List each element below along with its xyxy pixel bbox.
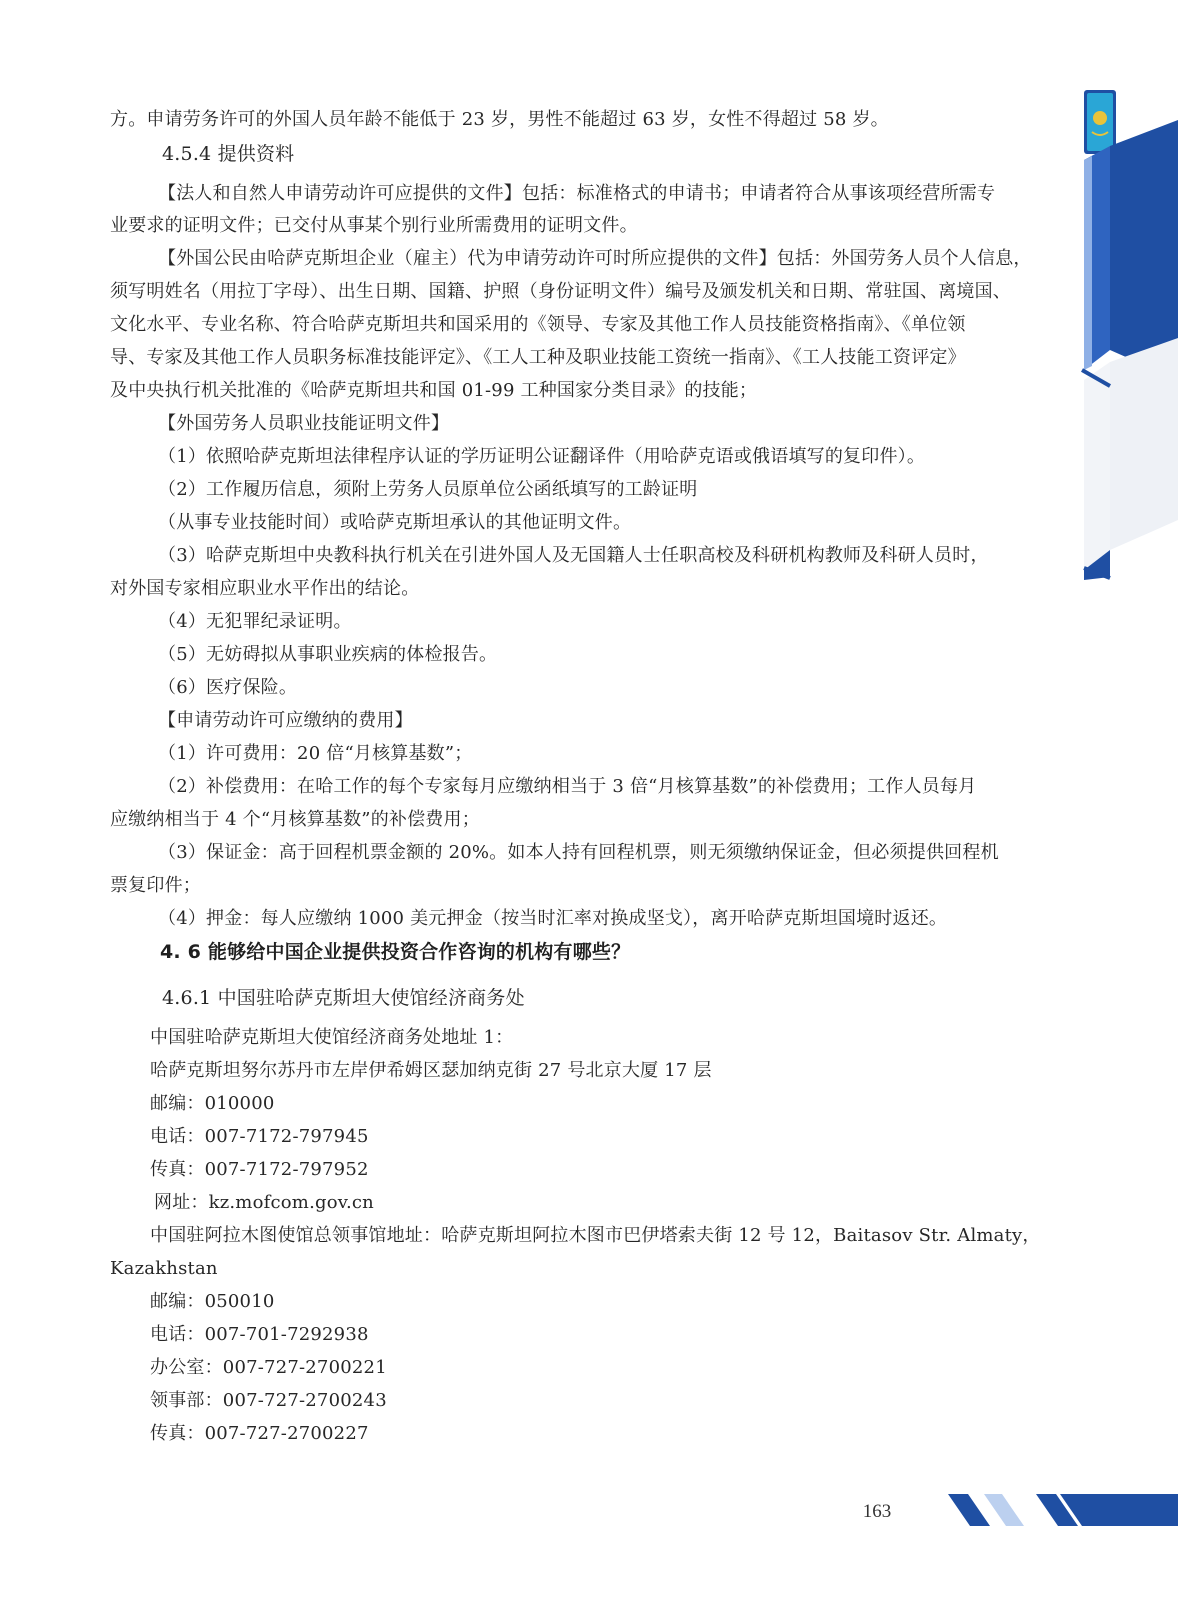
list-item: （4）押金：每人应缴纳 1000 美元押金（按当时汇率对换成坚戈），离开哈萨克斯坦国境时返还。 (158, 908, 948, 929)
contact-line: 传真：007-727-2700227 (150, 1423, 369, 1444)
paragraph-line: 及中央执行机关批准的《哈萨克斯坦共和国 01-99 工种国家分类目录》的技能； (110, 380, 758, 401)
address-line: 中国驻阿拉木图使馆总领事馆地址：哈萨克斯坦阿拉木图市巴伊塔索夫街 12 号 12，Baitasov Str. Almaty， (150, 1225, 1041, 1246)
paragraph-line: 【外国劳务人员职业技能证明文件】 (158, 413, 450, 434)
list-item: （1）许可费用：20 倍“月核算基数”； (158, 743, 473, 764)
paragraph-line: 导、专家及其他工作人员职务标准技能评定》、《工人工种及职业技能工资统一指南》、《工人技能工资评定》 (110, 347, 966, 368)
paragraph-line: 方。申请劳务许可的外国人员年龄不能低于 23 岁，男性不能超过 63 岁，女性不得超过 58 岁。 (110, 109, 889, 130)
contact-line: 网址：kz.mofcom.gov.cn (154, 1192, 374, 1213)
page-number: 163 (862, 1501, 892, 1522)
address-line: 中国驻哈萨克斯坦大使馆经济商务处地址 1： (150, 1027, 514, 1048)
paragraph-line: 对外国专家相应职业水平作出的结论。 (110, 578, 420, 599)
list-item: （4）无犯罪纪录证明。 (158, 611, 352, 632)
contact-line: 电话：007-7172-797945 (150, 1126, 369, 1147)
address-line: 哈萨克斯坦努尔苏丹市左岸伊希姆区瑟加纳克街 27 号北京大厦 17 层 (150, 1060, 712, 1081)
corner-stripes-graphic (940, 1488, 1178, 1530)
list-item: （5）无妨碍拟从事职业疾病的体检报告。 (158, 644, 498, 665)
paragraph-line: 【外国公民由哈萨克斯坦企业（雇主）代为申请劳动许可时所应提供的文件】包括：外国劳务人员个人信息， (158, 248, 1032, 269)
paragraph-line: 业要求的证明文件；已交付从事某个别行业所需费用的证明文件。 (110, 215, 638, 236)
paragraph-line: 【申请劳动许可应缴纳的费用】 (158, 710, 413, 731)
list-item: （从事专业技能时间）或哈萨克斯坦承认的其他证明文件。 (158, 512, 632, 533)
list-item: （3）哈萨克斯坦中央教科执行机关在引进外国人及无国籍人士任职高校及科研机构教师及科研人员时， (158, 545, 989, 566)
list-item: （3）保证金：高于回程机票金额的 20%。如本人持有回程机票，则无须缴纳保证金，但必须提供回程机 (158, 842, 999, 863)
paragraph-line: 【法人和自然人申请劳动许可应提供的文件】包括：标准格式的申请书；申请者符合从事该项经营所需专 (158, 183, 996, 204)
paragraph-line: 须写明姓名（用拉丁字母）、出生日期、国籍、护照（身份证明文件）编号及颁发机关和日期、常驻国、离境国、 (110, 281, 1011, 302)
subsection-heading: 4.6.1 中国驻哈萨克斯坦大使馆经济商务处 (162, 987, 525, 1009)
address-line: Kazakhstan (110, 1258, 218, 1279)
section-heading: 4. 6 能够给中国企业提供投资合作咨询的机构有哪些？ (160, 941, 631, 963)
contact-line: 传真：007-7172-797952 (150, 1159, 369, 1180)
contact-line: 领事部：007-727-2700243 (150, 1390, 387, 1411)
paragraph-line: 票复印件； (110, 875, 201, 896)
paragraph-line: 文化水平、专业名称、符合哈萨克斯坦共和国采用的《领导、专家及其他工作人员技能资格指南》、《单位领 (110, 314, 966, 335)
list-item: （1）依照哈萨克斯坦法律程序认证的学历证明公证翻译件（用哈萨克语或俄语填写的复印件）。 (158, 446, 926, 467)
list-item: （6）医疗保险。 (158, 677, 298, 698)
subsection-heading: 4.5.4 提供资料 (162, 143, 295, 165)
paragraph-line: 应缴纳相当于 4 个“月核算基数”的补偿费用； (110, 809, 480, 830)
list-item: （2）补偿费用：在哈工作的每个专家每月应缴纳相当于 3 倍“月核算基数”的补偿费用；工作人员每月 (158, 776, 977, 797)
list-item: （2）工作履历信息，须附上劳务人员原单位公函纸填写的工龄证明 (158, 479, 698, 500)
contact-line: 办公室：007-727-2700221 (150, 1357, 387, 1378)
contact-line: 邮编：010000 (150, 1093, 275, 1114)
contact-line: 电话：007-701-7292938 (150, 1324, 369, 1345)
contact-line: 邮编：050010 (150, 1291, 275, 1312)
